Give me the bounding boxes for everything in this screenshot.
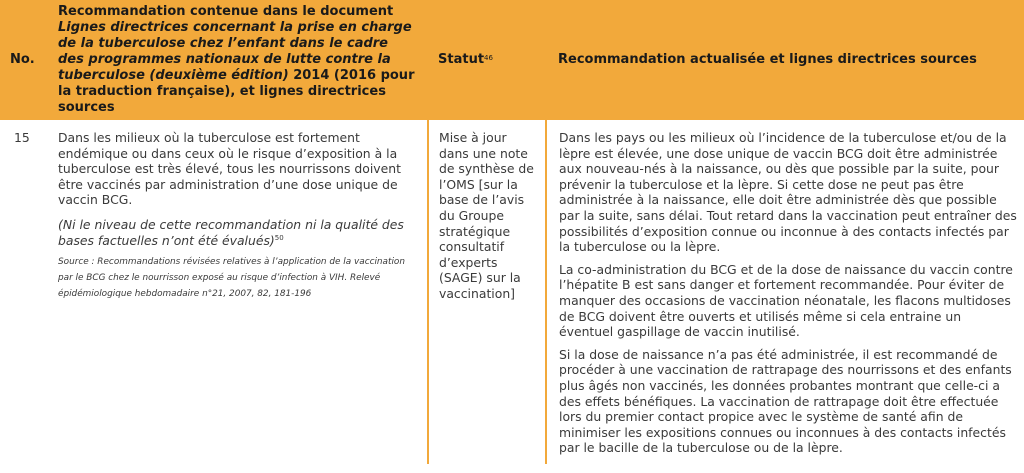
updated-paragraph-3: Si la dose de naissance n’a pas été administrée, il est recommandé de procéder à une vaccination de rattrapage des nourrissons et des enfants plus âgés non vaccinés, les données probantes montrant que celle-ci a des effets bénéfiques. La vaccination de rattrapage doit être effectuée lors du premier contact propice avec le système de santé afin de minimiser les expositions connues ou inconnues à des contacts infectés par le bacille de la tuberculose ou de la lèpre. [559,346,1012,456]
recommendation-source: Source : Recommandations révisées relatives à l’application de la vaccination par le BCG chez le nourrisson exposé au risque d’infection à VIH. Relevé épidémiologique hebdomadaire n°21, 2007, 82, 181-196 [58,257,405,300]
header-no: No. [10,52,35,67]
updated-paragraph-1: Dans les pays ou les milieux où l’incidence de la tuberculose et/ou de la lèpre est élevée, une dose unique de vaccin BCG doit être administrée aux nouveau-nés à la naissance, ou dès que possible par la suite, pour prévenir la tuberculose et la lèpre. Si cette dose ne peut pas être administrée à la naissance, elle doit être administrée dès que possible par la suite, sans délai. Tout retard dans la vaccination peut entraîner des possibilités d’exposition connue ou inconnue à des contacts infectés par la tuberculose ou la lèpre. [559,130,1017,255]
header-recommendation [48,0,428,120]
header-updated: Recommandation actualisée et lignes directrices sources [558,52,977,67]
header-rec-italic: Lignes directrices concernant la prise en charge de la tuberculose chez l’enfant dans le cadre des programmes nationaux de lutte contre la tuberculose (deuxième édition) [58,20,412,83]
header-statut-label: Statut [438,52,485,67]
header-statut-sup: 46 [484,54,493,62]
row-recommendation [48,120,428,464]
recommendation-note [58,217,419,248]
note-sup: 50 [274,233,284,242]
header-rec-tail: 2014 (2016 pour la traduction française), et lignes directrices sources [58,68,415,115]
row-status: Mise à jour dans une note de synthèse de l’OMS [sur la base de l’avis du Groupe stratégique consultatif d’experts (SAGE) sur la vaccination] [428,120,546,464]
row-updated [546,120,1024,464]
header-rec-line1: Recommandation contenue dans le document [58,4,394,19]
recommendation-text: Dans les milieux où la tuberculose est fortement endémique ou dans ceux où le risque d’exposition à la tuberculose est très élevé, tous les nourrissons doivent être vaccinés par administration d’une dose unique de vaccin BCG. [58,130,401,208]
table-header [0,0,1024,120]
updated-paragraph-2: La co-administration du BCG et de la dose de naissance du vaccin contre l’hépatite B est sans danger et fortement recommandée. Pour éviter de manquer des occasions de vaccination néonatale, les flacons multidoses de BCG doivent être ouverts et utilisés même si cela entraine un éventuel gaspillage de vaccin inutilisé. [559,261,1013,340]
note-text: (Ni le niveau de cette recommandation ni la qualité des bases factuelles n’ont été évalués) [58,216,404,248]
table-row [0,120,1024,464]
header-statut [428,0,546,120]
row-number: 15 [14,130,30,145]
